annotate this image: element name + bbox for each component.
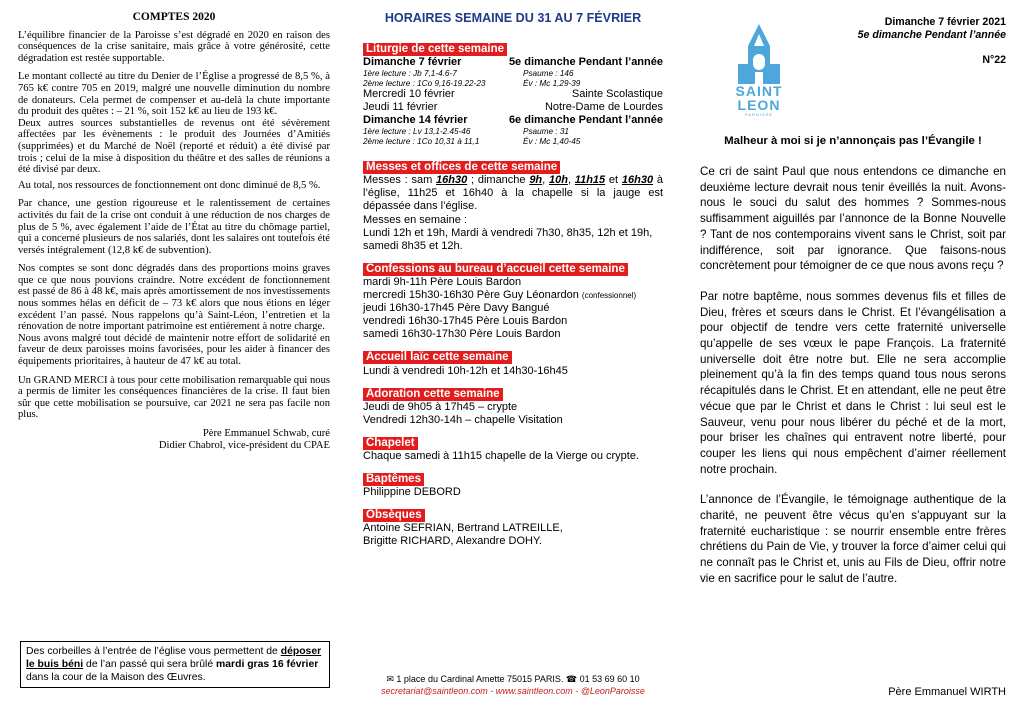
reading: Év : Mc 1,40-45 <box>523 136 581 146</box>
paragraph: Par chance, une gestion rigoureuse et le ralentissement de certaines activités du fait de la crise ont conduit à une réduction de nos charges de plus de 5 %, avec également l’aide de l’État au titre du chômage partiel, qui a concerné plusieurs de nos salariés, dont les salaires ont toutefois été versés intégralement (12,8 k€ de subvention). <box>18 198 330 256</box>
feast-label: 5e dimanche Pendant l’année <box>508 56 663 69</box>
obseques-names: Brigitte RICHARD, Alexandre DOHY. <box>363 535 542 548</box>
address: ✉ 1 place du Cardinal Amette 75015 PARIS. ☎ 01 53 69 60 10 <box>386 674 640 684</box>
text: mercredi 15h30-16h30 Père Guy Léonardon <box>363 289 582 302</box>
adoration-slot: Jeudi de 9h05 à 17h45 – crypte <box>363 400 518 413</box>
notice-text: dans la cour de la Maison des Œuvres. <box>26 672 206 683</box>
logo-subtext: PAROISSE <box>744 112 774 117</box>
reading: Év : Mc 1,29-39 <box>523 78 581 88</box>
liturgie-day <box>363 56 663 69</box>
mass-time: 16h30 <box>621 174 654 187</box>
chapelet-text: Chaque samedi à 11h15 chapelle de la Vierge ou crypte. <box>363 449 640 462</box>
reading: Psaume : 146 <box>523 69 574 79</box>
paragraph: Ce cri de saint Paul que nous entendons ce dimanche en deuxième lecture devrait nous tenir éveillés la nuit. Avons-nous le souci du salut des hommes ? Sommes-nous suffisamment aiguillés par l’annonce de la Bonne Nouvelle ? Tant de nos contemporains vivent sans le Christ, soit par indifférence, soit par ignorance. Que faisons-nous concrètement pour témoigner de ce que nous avons reçu ? <box>700 165 1006 273</box>
messes-text <box>363 174 663 213</box>
paragraph: Nos comptes se sont donc dégradés dans des proportions moins graves que ce que nous pouvions craindre. Notre excédent de fonctionnement est passé de 86 à 48 k€, mais après amortissement de nos investissements nous sommes hélas en déficit de – 73 k€ alors que nous étions en léger excédent l’an passé. Nous rappelons qu’à Saint-Léon, l’entretien et la rénovation de notre important patrimoine est entièrement à notre charge. <box>18 263 330 333</box>
text: ; dimanche <box>467 174 530 187</box>
paragraph: Un GRAND MERCI à tous pour cette mobilisation remarquable qui nous a permis de limiter les conséquences financières de la crise. Il faut bien sûr que cette mobilisation se poursuive, car 2021 ne sera pas facile non plus. <box>18 374 330 421</box>
text: et <box>605 174 622 187</box>
notice-text: de l’an passé qui sera brûlé <box>83 659 217 670</box>
notice-text: Des corbeilles à l’entrée de l’église vous permettent de <box>26 646 281 657</box>
left-column <box>18 0 330 683</box>
section-heading-messes: Messes et offices de cette semaine <box>363 161 560 174</box>
text: , <box>542 174 549 187</box>
issue-sunday: 5e dimanche Pendant l’année <box>857 29 1006 41</box>
section-heading-baptemes: Baptêmes <box>363 473 424 486</box>
issue-header <box>766 16 1006 42</box>
mass-time: 10h <box>548 174 568 187</box>
section-heading-chapelet: Chapelet <box>363 437 418 450</box>
mass-time: 16h30 <box>436 174 468 187</box>
logo-text: LEON <box>737 97 781 113</box>
reading: 2ème lecture : 1Co 10,31 à 11,1 <box>363 136 480 146</box>
issue-date: Dimanche 7 février 2021 <box>884 16 1006 28</box>
text: , <box>567 174 575 187</box>
text: Messes : sam <box>363 174 437 187</box>
confession-slot: mardi 9h-11h Père Louis Bardon <box>363 275 522 288</box>
confession-slot: samedi 16h30-17h30 Père Louis Bardon <box>363 328 561 341</box>
middle-column <box>363 0 663 696</box>
contact-footer <box>363 673 663 697</box>
paragraph: L’annonce de l’Évangile, le témoignage authentique de la charité, ne peuvent être vécus qu’en s’appuyant sur la fraternité eucharistique : se nourrir ensemble entre frères chrétiens du Pain de Vie, y trouver la force d’aimer celui qui ne connaît pas le Christ et, unis au Fils de Dieu, offrir notre vie en sacrifice pour le salut de l’autre. <box>700 493 1006 585</box>
day-label: Mercredi 10 février <box>363 88 455 101</box>
editorial-body <box>700 164 1006 602</box>
weekday-masses-label: Messes en semaine : <box>363 213 467 226</box>
feast-label: 6e dimanche Pendant l’année <box>508 114 663 127</box>
confession-slot: vendredi 16h30-17h45 Père Louis Bardon <box>363 315 568 328</box>
liturgie-day <box>363 114 663 127</box>
note: (confessionnel) <box>581 291 637 301</box>
reading: 1ère lecture : Lv 13,1-2.45-46 <box>363 127 471 137</box>
mass-time: 11h15 <box>574 174 606 187</box>
reading: 1ère lecture : Jb 7,1-4.6-7 <box>363 69 457 79</box>
paragraph: Le montant collecté au titre du Denier de l’Église a progressé de 8,5 %, à 765 k€ contre 705 en 2019, malgré une nouvelle diminution du nombre de donateurs. Cela permet de compenser et au-delà la chute importante du produit des quêtes : – 21 %, soit 152 k€ au lieu de 193 k€. <box>18 71 330 118</box>
paragraph: L’équilibre financier de la Paroisse s’est dégradé en 2020 en raison des conséquences de la crise sanitaire, mais grâce à votre générosité, cette dégradation est restée supportable. <box>18 29 330 64</box>
schedule-title: HORAIRES SEMAINE DU 31 AU 7 FÉVRIER <box>384 11 642 25</box>
paragraph: Deux autres sources substantielles de revenus ont été sévèrement affectées par les évènements : le produit des Journées d’Amitiés (supprimées) et du Marché de Noël (reporté et réduit) a été divisé par trois ; celui de la mise à disposition du théâtre et des salles de réunions a été divisé par deux. <box>18 117 330 176</box>
paragraph: Nous avons malgré tout décidé de maintenir notre effort de solidarité en faveur de deux paroisses moins favorisées, pour les aider à financer des équipements prioritaires, à hauteur de 47 k€ au total. <box>18 332 330 368</box>
bapteme-name: Philippine DEBORD <box>363 486 461 499</box>
editorial-author: Père Emmanuel WIRTH <box>888 686 1006 698</box>
section-heading-liturgie: Liturgie de cette semaine <box>363 43 507 56</box>
section-heading-confessions: Confessions au bureau d’accueil cette semaine <box>363 263 628 276</box>
day-label: Dimanche 7 février <box>363 56 462 69</box>
reading: Psaume : 31 <box>523 127 569 137</box>
day-label: Dimanche 14 février <box>363 114 468 127</box>
section-heading-adoration: Adoration cette semaine <box>363 388 503 401</box>
confession-slot <box>363 289 663 302</box>
editorial-title: Malheur à moi si je n’annonçais pas l’Évangile ! <box>724 135 982 147</box>
comptes-title: COMPTES 2020 <box>132 11 216 23</box>
mass-time: 9h <box>529 174 543 187</box>
accueil-hours: Lundi à vendredi 10h-12h et 14h30-16h45 <box>363 364 568 377</box>
issue-number: N°22 <box>982 54 1006 66</box>
contact-links[interactable]: secretariat@saintleon.com - www.saintleon.com - @LeonParoisse <box>381 686 645 696</box>
obseques-names: Antoine SEFRIAN, Bertrand LATREILLE, <box>363 522 563 535</box>
paragraph: Par notre baptême, nous sommes devenus fils et filles de Dieu, frères et sœurs dans le Christ. Et l’évangélisation a pour objectif de tendre vers cette fraternité universelle qu’appelle de ses vœux le pape François. La fraternité universelle doit être notre but. Elle ne sera accomplie pleinement qu’à la fin des temps quand tous nous serons récapitulés dans le Christ. Et en attendant, elle ne peut être vécue que par le Christ et dans le Christ : lui seul est le Sauveur, venu pour nous libérer du péché et de la mort, pour briser les chaînes qui entravent notre liberté, pour couper les liens qui nous empêchent d’aimer réellement notre prochain. <box>700 289 1006 476</box>
liturgie-day <box>363 88 663 101</box>
notice-emphasis: déposer le buis béni <box>26 646 322 670</box>
weekday-masses: Lundi 12h et 19h, Mardi à vendredi 7h30, 8h35, 12h et 19h, samedi 8h35 et 12h. <box>363 226 653 252</box>
feast-label: Notre-Dame de Lourdes <box>544 101 663 114</box>
reading: 2ème lecture : 1Co 9,16-19.22-23 <box>363 78 486 88</box>
buis-notice-box <box>20 641 330 688</box>
signature-cure: Père Emmanuel Schwab, curé <box>202 428 330 439</box>
day-label: Jeudi 11 février <box>363 101 438 114</box>
section-heading-obseques: Obsèques <box>363 509 425 522</box>
readings <box>363 69 663 88</box>
adoration-slot: Vendredi 12h30-14h – chapelle Visitation <box>363 413 563 426</box>
paragraph: Au total, nos ressources de fonctionnement ont donc diminué de 8,5 %. <box>18 179 321 191</box>
signature-cpae: Didier Chabrol, vice-président du CPAE <box>158 439 330 451</box>
logo-text: SAINT <box>735 83 783 99</box>
notice-date: mardi gras 16 février <box>216 659 319 670</box>
liturgie-day <box>363 101 663 114</box>
readings <box>363 127 663 146</box>
text: à l’église, 11h25 et 16h40 à la chapelle si la jauge est dépassée dans l’église. <box>363 174 663 213</box>
right-column <box>700 0 1006 724</box>
feast-label: Sainte Scolastique <box>571 88 663 101</box>
confession-slot: jeudi 16h30-17h45 Père Davy Bangué <box>363 302 550 315</box>
section-heading-accueil: Accueil laïc cette semaine <box>363 351 512 364</box>
